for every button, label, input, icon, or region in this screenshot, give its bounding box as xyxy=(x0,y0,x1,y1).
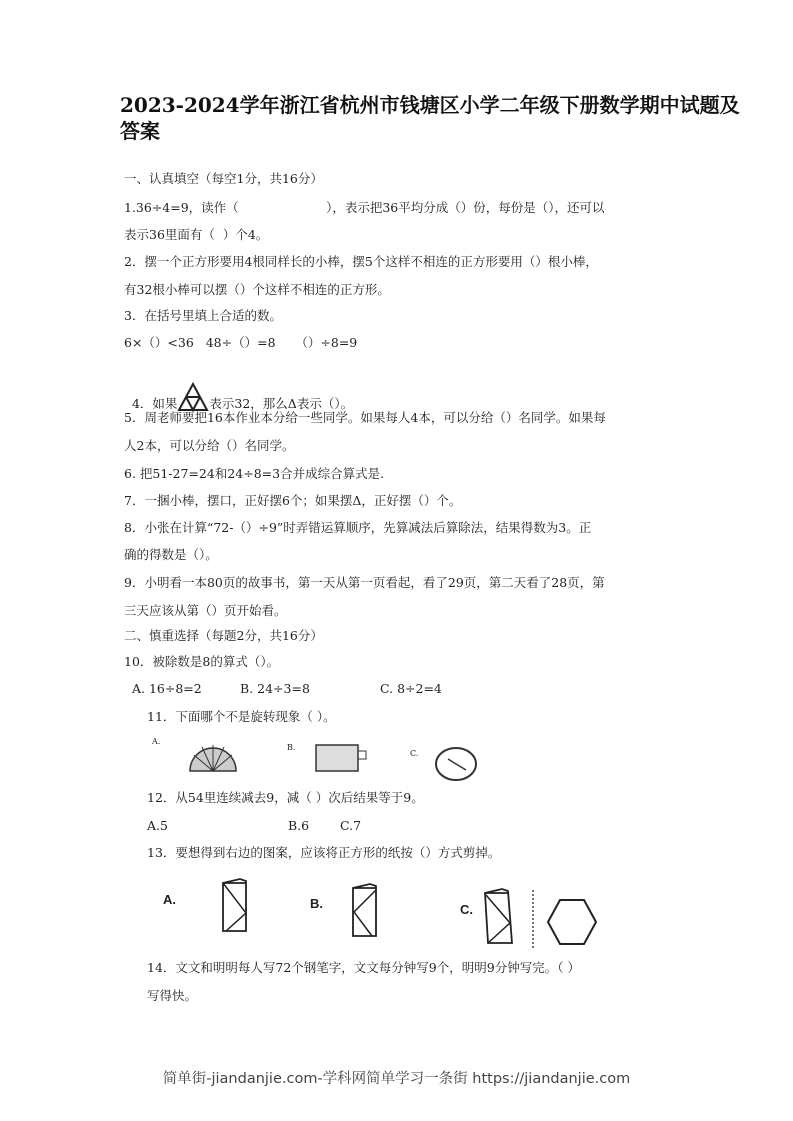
fan-icon xyxy=(188,739,238,775)
clock-icon xyxy=(434,743,480,783)
question-6: 6. 把51-27=24和24÷8=3合并成综合算式是. xyxy=(124,466,385,481)
hexagon-icon xyxy=(546,898,598,946)
option-a: A. 16÷8=2 xyxy=(132,681,202,696)
question-4-suffix: 表示32，那么Δ表示（）。 xyxy=(209,396,354,411)
question-14-line: 14．文文和明明每人写72个钢笔字，文文每分钟写9个，明明9分钟写完。（ ） xyxy=(147,960,580,975)
question-13-figures xyxy=(150,870,610,950)
question-5-line: 人2本，可以分给（）名同学。 xyxy=(124,438,295,453)
figure-label: A. xyxy=(152,737,161,746)
question-5-line: 5．周老师要把16本作业本分给一些同学。如果每人4本，可以分给（）名同学。如果每 xyxy=(124,410,606,425)
option-b: B. 24÷3=8 xyxy=(240,681,310,696)
figure-label: A. xyxy=(163,892,176,907)
question-9-line: 三天应该从第（）页开始看。 xyxy=(124,603,287,618)
triangle-figure-icon xyxy=(177,382,209,412)
question-9-line: 9．小明看一本80页的故事书，第一天从第一页看起，看了29页，第二天看了28页，第 xyxy=(124,575,605,590)
folded-paper-b-icon xyxy=(350,880,380,940)
footer-watermark: 简单街-jiandanjie.com-学科网简单学习一条街 https://jiandanjie.com xyxy=(162,1071,631,1087)
question-12-stem: 12．从54里连续减去9，减（ ）次后结果等于9。 xyxy=(147,790,424,805)
question-2-line: 2．摆一个正方形要用4根同样长的小棒，摆5个这样不相连的正方形要用（）根小棒， xyxy=(124,254,598,269)
question-1-line: 1.36÷4=9，读作（ ），表示把36平均分成（）份，每份是（），还可以 xyxy=(124,200,605,215)
question-11-stem: 11．下面哪个不是旋转现象（ ）。 xyxy=(147,709,336,724)
question-8-line: 8．小张在计算“72-（）÷9”时弄错运算顺序，先算减法后算除法，结果得数为3。正 xyxy=(124,520,592,535)
option-c: C. 8÷2=4 xyxy=(380,681,442,696)
figure-label: C. xyxy=(460,902,473,917)
sliding-window-icon xyxy=(312,741,370,775)
question-7: 7．一捆小棒，摆口，正好摆6个；如果摆Δ，正好摆（）个。 xyxy=(124,493,462,508)
question-11-figures xyxy=(150,735,490,785)
question-4-prefix: 4．如果 xyxy=(131,396,178,411)
figure-label: C. xyxy=(410,749,419,758)
figure-label: B. xyxy=(310,896,323,911)
question-1-line: 表示36里面有（ ）个4。 xyxy=(124,227,269,242)
question-14-line: 写得快。 xyxy=(147,988,198,1003)
question-3-line: 3．在括号里填上合适的数。 xyxy=(124,308,282,323)
option-b: B.6 xyxy=(288,818,310,833)
question-10-stem: 10．被除数是8的算式（）。 xyxy=(124,654,280,669)
page-title: 2023-2024学年浙江省杭州市钱塘区小学二年级下册数学期中试题及答案 xyxy=(120,93,740,143)
question-4 xyxy=(124,380,354,411)
question-8-line: 确的得数是（）。 xyxy=(124,547,218,562)
folded-paper-c-icon xyxy=(482,885,516,947)
figure-label: B. xyxy=(287,743,296,752)
question-3-line: 6×（）<36 48÷（）=8 （）÷8=9 xyxy=(124,335,358,350)
question-13-stem: 13．要想得到右边的图案，应该将正方形的纸按（）方式剪掉。 xyxy=(147,845,501,860)
section-heading: 二、慎重选择（每题2分，共16分） xyxy=(124,628,323,643)
section-heading: 一、认真填空（每空1分，共16分） xyxy=(124,171,323,186)
option-a: A.5 xyxy=(147,818,168,833)
dashed-line-icon xyxy=(530,890,536,950)
folded-paper-a-icon xyxy=(220,875,250,935)
question-2-line: 有32根小棒可以摆（）个这样不相连的正方形。 xyxy=(124,282,390,297)
option-c: C.7 xyxy=(340,818,362,833)
